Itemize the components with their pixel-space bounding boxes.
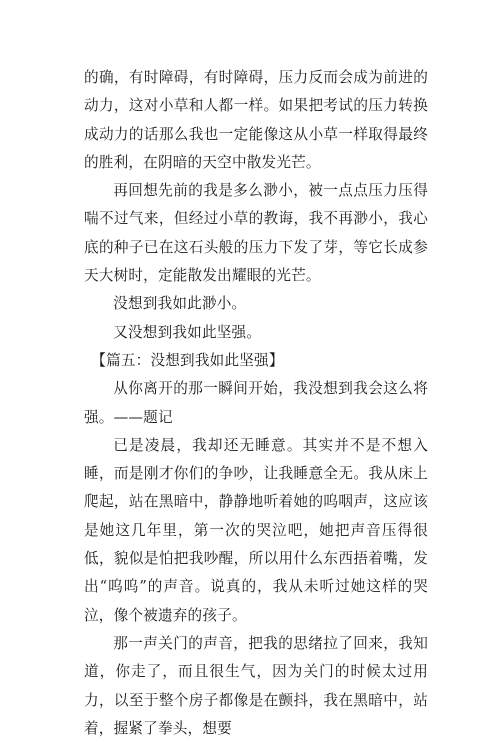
- document-body: [84, 64, 428, 743]
- section-heading: 【篇五：没想到我如此坚强】: [91, 351, 284, 369]
- epigraph: 从你离开的那一瞬间开始，我没想到我会这么将强。——题记: [84, 380, 428, 426]
- paragraph-1: 的确，有时障碍，有时障碍，压力反而会成为前进的动力，这对小草和人都一样。如果把考试的压力转换成动力的话那么我也一定能像这从小草一样取得最终的胜利，在阴暗的天空中散发光芒。: [84, 69, 428, 171]
- paragraph-4: 又没想到我如此坚强。: [113, 323, 262, 341]
- paragraph-3: 没想到我如此渺小。: [113, 295, 247, 313]
- paragraph-6: 那一声关门的声音，把我的思绪拉了回来，我知道，你走了，而且很生气，因为关门的时候太过用力，以至于整个房子都像是在颤抖，我在黑暗中，站着，握紧了拳头，想要: [84, 634, 428, 737]
- paragraph-2: 再回想先前的我是多么渺小，被一点点压力压得喘不过气来，但经过小草的教诲，我不再渺小，我心底的种子已在这石头般的压力下发了芽，等它长成参天大树时，定能散发出耀眼的光芒。: [84, 182, 428, 285]
- paragraph-5: 已是凌晨，我却还无睡意。其实并不是不想入睡，而是刚才你们的争吵，让我睡意全无。我从床上爬起，站在黑暗中，静静地听着她的呜咽声，这应该是她这几年里，第一次的哭泣吧，她把声音压得很低，貌似是怕把我吵醒，所以用什么东西捂着嘴，发出“呜呜”的声音。说真的，我从未听过她这样的哭泣，像个被遗弃的孩子。: [84, 436, 428, 624]
